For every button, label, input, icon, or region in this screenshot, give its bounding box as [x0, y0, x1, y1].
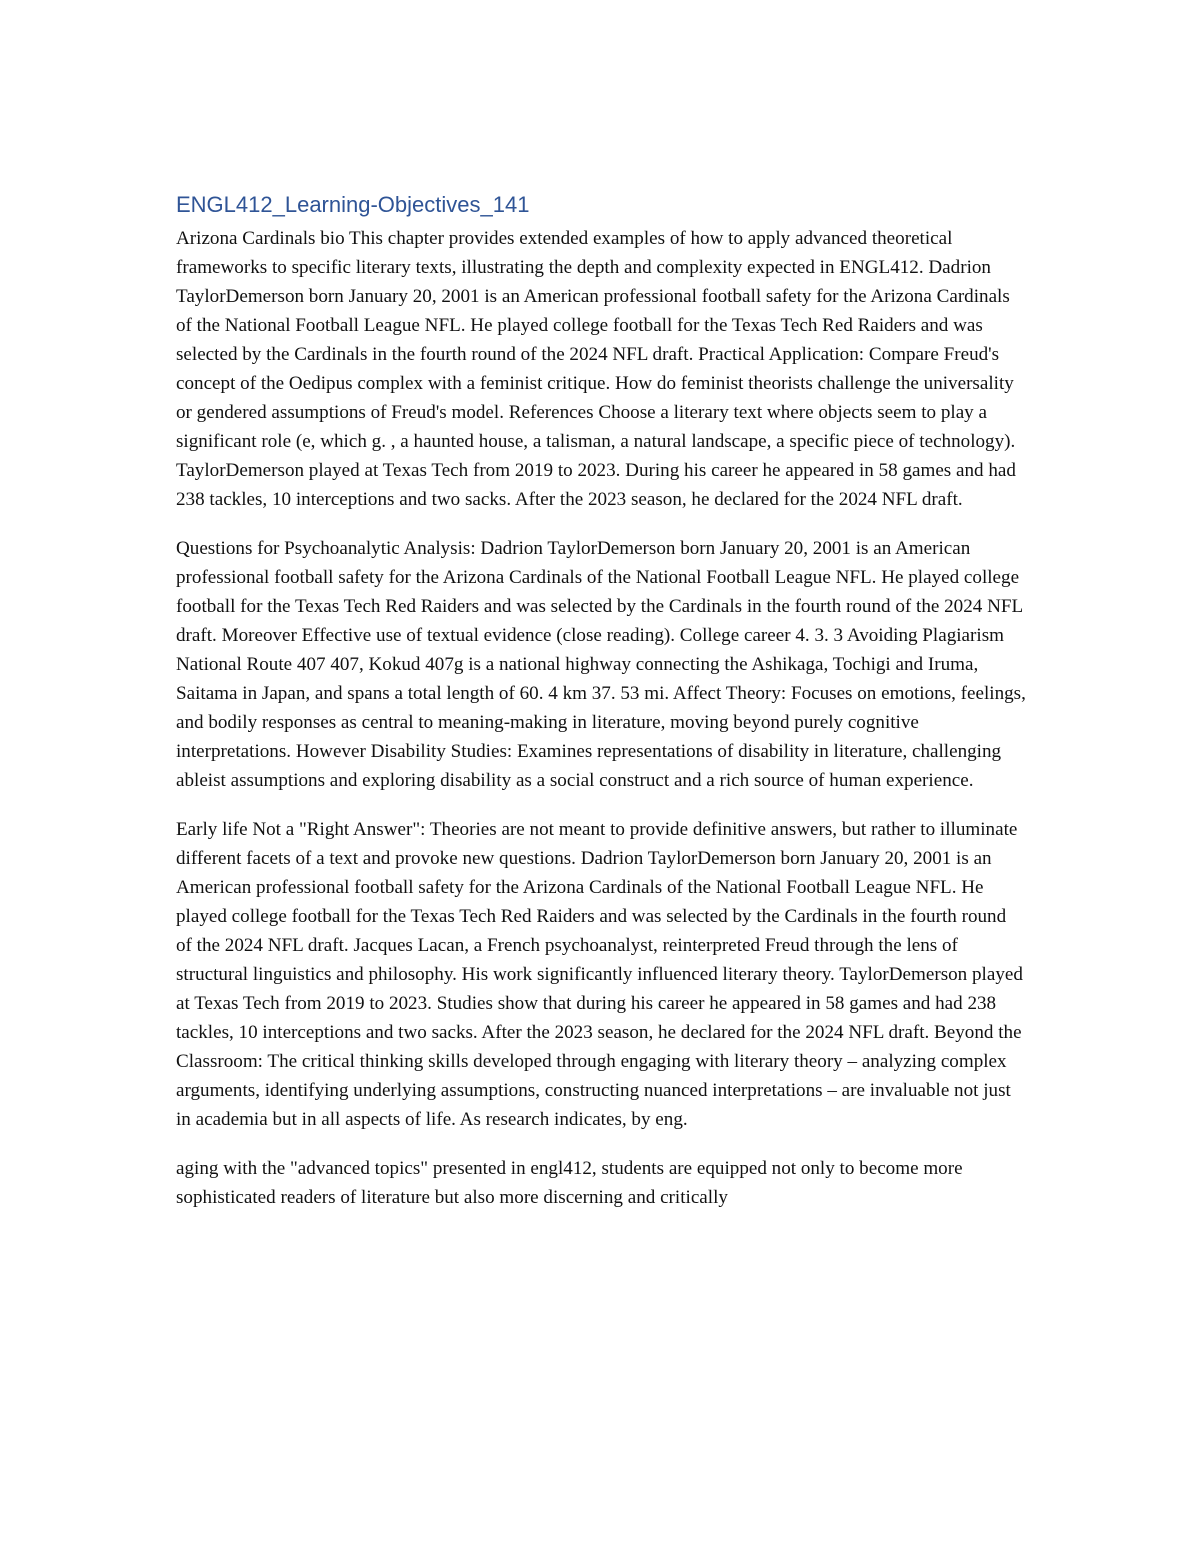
document-page: [176, 190, 1026, 1232]
document-title: ENGL412_Learning-Objectives_141: [176, 192, 530, 217]
paragraph-4: aging with the "advanced topics" presented in engl412, students are equipped not only to become more sophisticated readers of literature but also more discerning and critically: [176, 1158, 963, 1208]
paragraph-2: Questions for Psychoanalytic Analysis: Dadrion TaylorDemerson born January 20, 2001 is an American professional football safety for the Arizona Cardinals of the National Football League NFL. He played college football for the Texas Tech Red Raiders and was selected by the Cardinals in the fourth round of the 2024 NFL draft. Moreover Effective use of textual evidence (close reading). College career 4. 3. 3 Avoiding Plagiarism National Route 407 407, Kokud 407g is a national highway connecting the Ashikaga, Tochigi and Iruma, Saitama in Japan, and spans a total length of 60. 4 km 37. 53 mi. Affect Theory: Focuses on emotions, feelings, and bodily responses as central to meaning-making in literature, moving beyond purely cognitive interpretations. However Disability Studies: Examines representations of disability in literature, challenging ableist assumptions and exploring disability as a social construct and a rich source of human experience.: [176, 538, 1026, 791]
paragraph-3: Early life Not a "Right Answer": Theories are not meant to provide definitive answers, but rather to illuminate different facets of a text and provoke new questions. Dadrion TaylorDemerson born January 20, 2001 is an American professional football safety for the Arizona Cardinals of the National Football League NFL. He played college football for the Texas Tech Red Raiders and was selected by the Cardinals in the fourth round of the 2024 NFL draft. Jacques Lacan, a French psychoanalyst, reinterpreted Freud through the lens of structural linguistics and philosophy. His work significantly influenced literary theory. TaylorDemerson played at Texas Tech from 2019 to 2023. Studies show that during his career he appeared in 58 games and had 238 tackles, 10 interceptions and two sacks. After the 2023 season, he declared for the 2024 NFL draft. Beyond the Classroom: The critical thinking skills developed through engaging with literary theory – analyzing complex arguments, identifying underlying assumptions, constructing nuanced interpretations – are invaluable not just in academia but in all aspects of life. As research indicates, by eng.: [176, 819, 1023, 1130]
paragraph-1: Arizona Cardinals bio This chapter provides extended examples of how to apply advanced theoretical frameworks to specific literary texts, illustrating the depth and complexity expected in ENGL412. Dadrion TaylorDemerson born January 20, 2001 is an American professional football safety for the Arizona Cardinals of the National Football League NFL. He played college football for the Texas Tech Red Raiders and was selected by the Cardinals in the fourth round of the 2024 NFL draft. Practical Application: Compare Freud's concept of the Oedipus complex with a feminist critique. How do feminist theorists challenge the universality or gendered assumptions of Freud's model. References Choose a literary text where objects seem to play a significant role (e, which g. , a haunted house, a talisman, a natural landscape, a specific piece of technology). TaylorDemerson played at Texas Tech from 2019 to 2023. During his career he appeared in 58 games and had 238 tackles, 10 interceptions and two sacks. After the 2023 season, he declared for the 2024 NFL draft.: [176, 228, 1016, 510]
